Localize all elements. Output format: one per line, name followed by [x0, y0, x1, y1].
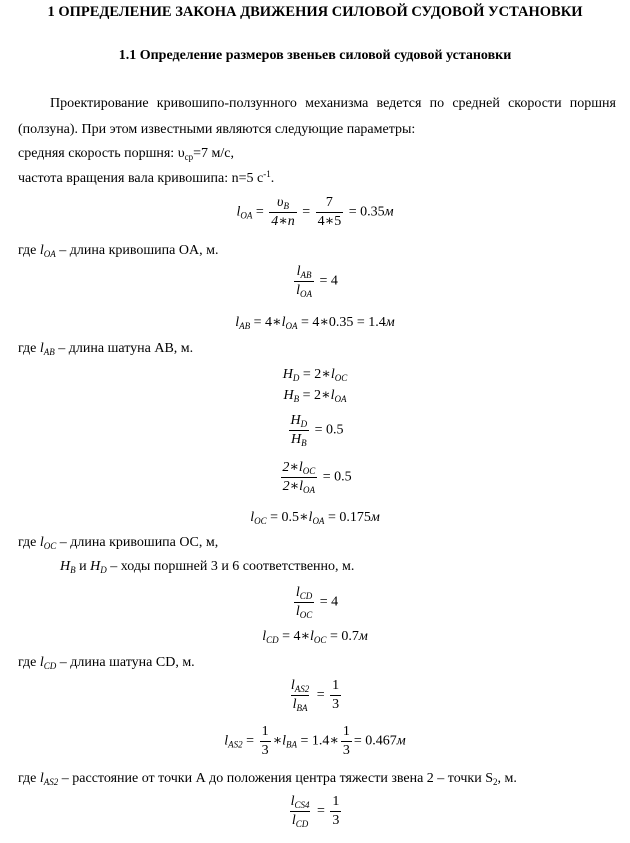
definition-l-cd: где $l_{CD}$ – длина шатуна CD, м.: [18, 655, 195, 671]
equation-ratio-ab-oa: $\frac{l_{AB}}{l_{OA}}$ = 4: [296, 264, 338, 299]
definition-l-ab: где $l_{AB}$ – длина шатуна AB, м.: [18, 341, 194, 357]
definition-l-as2: где $l_{AS2}$ – расстояние от точки А до положения центра тяжести звена 2 – точки $S_2$, м.: [18, 771, 517, 787]
equation-l-oc: $l_{OC}$ = $0.5∗l_{OA} = 0.175м$: [250, 510, 380, 526]
piston-speed-line: средняя скорость поршня: $\upsilon_{ср}=7$ м/с,: [18, 146, 234, 162]
section-heading: 1 ОПРЕДЕЛЕНИЕ ЗАКОНА ДВИЖЕНИЯ СИЛОВОЙ СУДОВОЙ УСТАНОВКИ: [47, 4, 583, 20]
equation-ratio-as2-ba: $\frac{l_{AS2}}{l_{BA}}$ = $\frac{1}{3}$: [290, 678, 340, 713]
equation-l-oa: $l_{OA}$ = $\frac{\upsilon_B}{4∗n}$ = $\frac{7}{4∗5}$ = 0.35м: [236, 195, 394, 229]
definition-l-oa: где $l_{OA}$ – длина кривошипа OA, м.: [18, 243, 219, 259]
equation-ratio-oc-oa: $\frac{2∗l_{OC}}{2∗l_{OA}}$ = 0.5: [282, 460, 352, 495]
subsection-heading: 1.1 Определение размеров звеньев силовой судовой установки: [118, 48, 512, 63]
definition-l-oc: где $l_{OC}$ – длина кривошипа OC, м,: [18, 535, 219, 551]
equation-ratio-cd-oc: $\frac{l_{CD}}{l_{OC}}$ = 4: [295, 585, 339, 620]
shaft-frequency-line: частота вращения вала кривошипа: n=5 $с^{-1}$.: [18, 169, 275, 186]
equation-h-d: $H_D$ = $2∗l_{OC}$: [282, 367, 348, 383]
definition-strokes: $H_B$ и $H_D$ – ходы поршней 3 и 6 соответственно, м.: [60, 559, 355, 575]
intro-line-1: Проектирование кривошипо-ползунного механизма ведется по средней скорости поршня: [50, 96, 616, 111]
equation-l-cd: $l_{CD}$ = $4∗l_{OC} = 0.7м$: [262, 629, 368, 645]
equation-ratio-cs4-cd: $\frac{l_{CS4}}{l_{CD}}$ = $\frac{1}{3}$: [290, 794, 340, 829]
intro-line-2: (ползуна). При этом известными являются следующие параметры:: [18, 122, 416, 137]
equation-l-as2: $l_{AS2}$ = $\frac{1}{3}$ $∗l_{BA}$ = 1.4∗ $\frac{1}{3}$ = 0.467м: [224, 724, 406, 758]
equation-l-ab: $l_{AB}$ = $4∗l_{OA}$ = 4∗0.35 = 1.4м: [235, 315, 395, 331]
equation-h-b: $H_B$ = $2∗l_{OA}$: [283, 388, 347, 404]
equation-ratio-h: $\frac{H_D}{H_B}$ = 0.5: [290, 413, 344, 448]
